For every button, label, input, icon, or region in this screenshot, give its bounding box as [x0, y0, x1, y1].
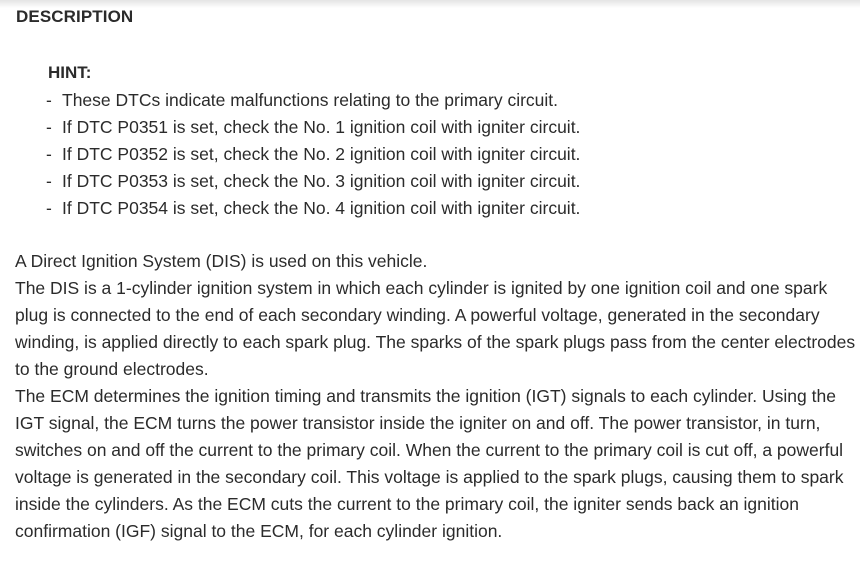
description-body: [15, 248, 860, 545]
hint-block: [46, 62, 806, 222]
dash-marker: -: [46, 144, 52, 164]
hint-item: [46, 114, 806, 141]
hint-list: [46, 87, 806, 222]
hint-item-text: If DTC P0353 is set, check the No. 3 ignition coil with igniter circuit.: [62, 171, 581, 191]
hint-title: HINT:: [48, 63, 92, 82]
hint-item-text: If DTC P0351 is set, check the No. 1 ignition coil with igniter circuit.: [62, 117, 581, 137]
hint-item-text: If DTC P0352 is set, check the No. 2 ignition coil with igniter circuit.: [62, 144, 581, 164]
dash-marker: -: [46, 171, 52, 191]
hint-item: [46, 87, 806, 114]
dash-marker: -: [46, 117, 52, 137]
hint-item: [46, 195, 806, 222]
dash-marker: -: [46, 90, 52, 110]
body-paragraph: A Direct Ignition System (DIS) is used on this vehicle.: [15, 251, 428, 271]
body-paragraph: The ECM determines the ignition timing and transmits the ignition (IGT) signals to each cylinder. Using the IGT signal, the ECM turns the power transistor inside the igniter on and off. The power transistor, in turn, switches on and off the current to the primary coil. When the current to the primary coil is cut off, a powerful voltage is generated in the secondary coil. This voltage is applied to the spark plugs, causing them to spark inside the cylinders. As the ECM cuts the current to the primary coil, the igniter sends back an ignition confirmation (IGF) signal to the ECM, for each cylinder ignition.: [15, 386, 844, 541]
hint-item: [46, 168, 806, 195]
hint-item-text: These DTCs indicate malfunctions relating to the primary circuit.: [62, 90, 559, 110]
body-paragraph: The DIS is a 1-cylinder ignition system in which each cylinder is ignited by one ignition coil and one spark plug is connected to the end of each secondary winding. A powerful voltage, generated in the secondary winding, is applied directly to each spark plug. The sparks of the spark plugs pass from the center electrodes to the ground electrodes.: [15, 278, 856, 379]
hint-item: [46, 141, 806, 168]
section-title: DESCRIPTION: [16, 7, 134, 26]
dash-marker: -: [46, 198, 52, 218]
hint-item-text: If DTC P0354 is set, check the No. 4 ignition coil with igniter circuit.: [62, 198, 581, 218]
